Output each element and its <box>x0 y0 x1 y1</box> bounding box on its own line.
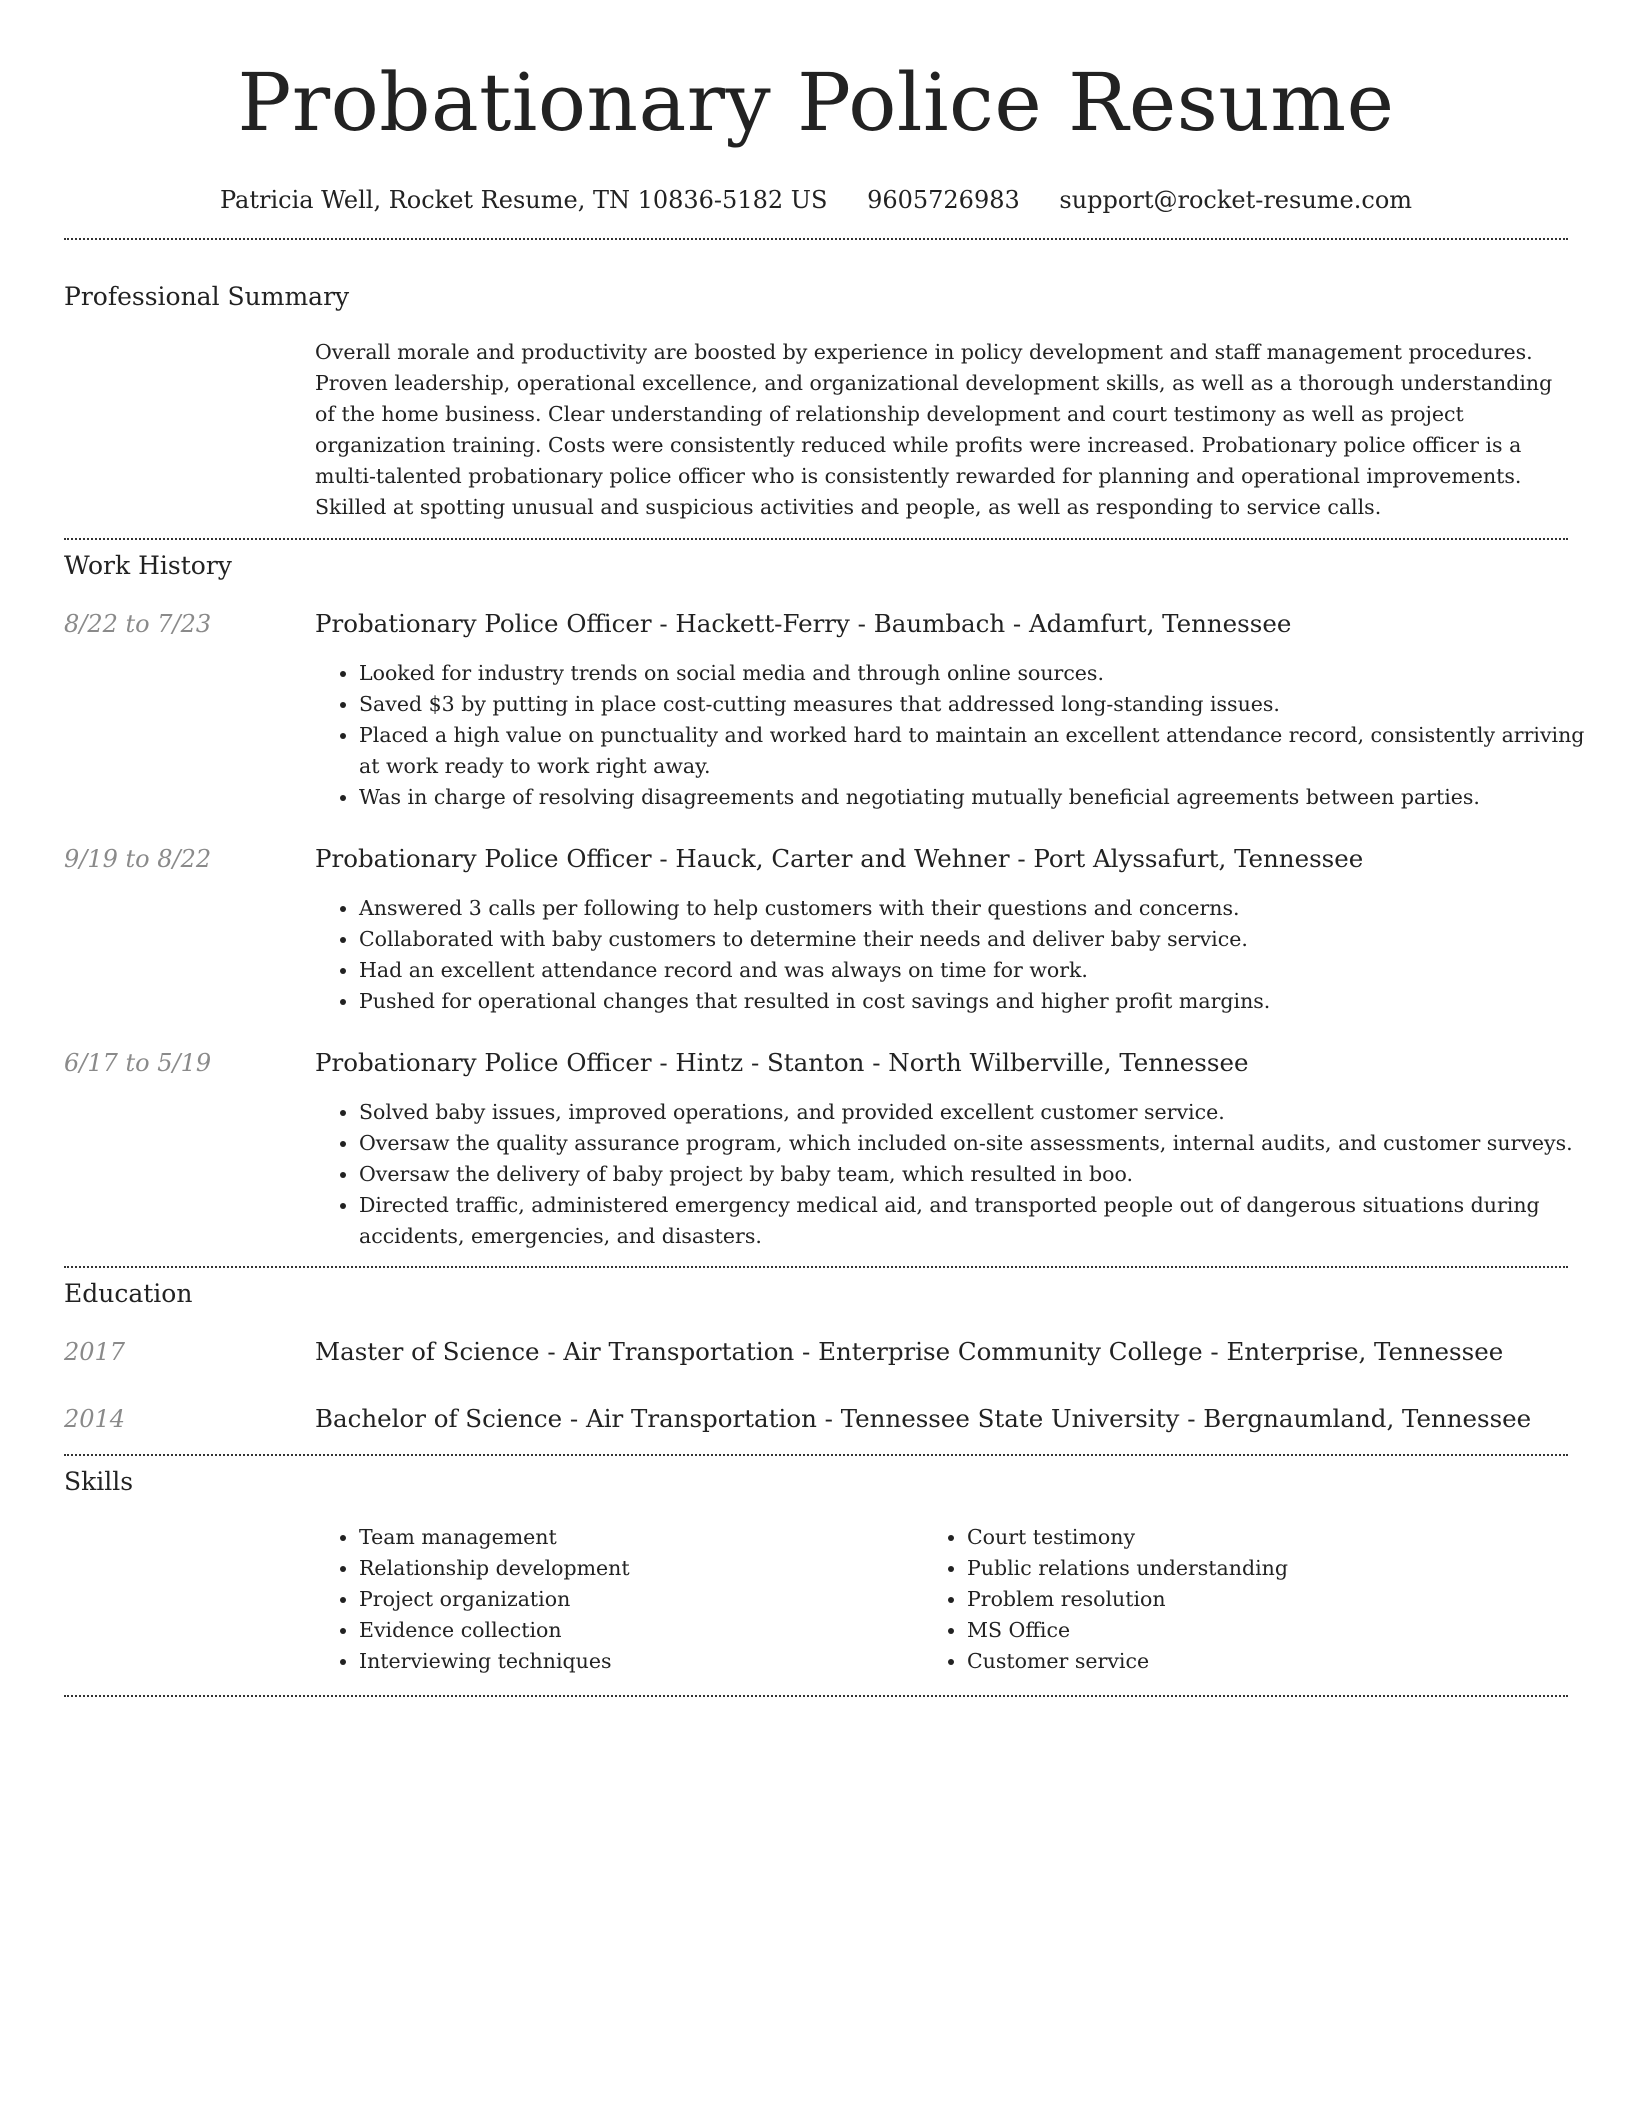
list-item: • Placed a high value on punctuality and worked hard to maintain an excellent attendance record, consistently arriving at work ready to work right away. <box>359 720 1599 782</box>
education-year: 2017 <box>64 1338 126 1366</box>
skills-list-left <box>315 1522 630 1677</box>
job-title: Probationary Police Officer - Hauck, Carter and Wehner - Port Alyssafurt, Tennessee <box>315 844 1364 873</box>
list-item: • Saved $3 by putting in place cost-cutting measures that addressed long-standing issues. <box>359 689 1599 720</box>
education-degree: Master of Science - Air Transportation - Enterprise Community College - Enterprise, Tennessee <box>315 1337 1504 1366</box>
list-item: • Solved baby issues, improved operations, and provided excellent customer service. <box>359 1097 1599 1128</box>
job-title: Probationary Police Officer - Hackett-Ferry - Baumbach - Adamfurt, Tennessee <box>315 609 1292 638</box>
list-item: • Answered 3 calls per following to help customers with their questions and concerns. <box>359 893 1599 924</box>
list-item: • MS Office <box>967 1615 1288 1646</box>
job-title: Probationary Police Officer - Hintz - Stanton - North Wilberville, Tennessee <box>315 1048 1249 1077</box>
list-item: • Customer service <box>967 1646 1288 1677</box>
divider <box>64 1695 1568 1697</box>
summary-text: Overall morale and productivity are boosted by experience in policy development and staff management procedures. Proven leadership, operational excellence, and organizational development skills, as well as a thorough understanding of the home business. Clear understanding of relationship development and court testimony as well as project organization training. Costs were consistently reduced while profits were increased. Probationary police officer is a multi-talented probationary police officer who is consistently rewarded for planning and operational improvements. Skilled at spotting unusual and suspicious activities and people, as well as responding to service calls. <box>315 340 1553 519</box>
list-item: • Looked for industry trends on social media and through online sources. <box>359 658 1599 689</box>
contact-address: Patricia Well, Rocket Resume, TN 10836-5182 US <box>219 186 828 214</box>
job-dates: 9/19 to 8/22 <box>64 845 212 873</box>
list-item: • Pushed for operational changes that resulted in cost savings and higher profit margins. <box>359 986 1599 1017</box>
list-item: • Public relations understanding <box>967 1553 1288 1584</box>
list-item: • Evidence collection <box>359 1615 630 1646</box>
job-bullets <box>315 1097 1599 1252</box>
education-year: 2014 <box>64 1405 126 1433</box>
list-item: • Oversaw the delivery of baby project by baby team, which resulted in boo. <box>359 1159 1599 1190</box>
section-heading-summary: Professional Summary <box>64 282 350 311</box>
divider <box>64 1454 1568 1456</box>
job-bullets <box>315 893 1599 1017</box>
list-item: • Court testimony <box>967 1522 1288 1553</box>
list-item: • Had an excellent attendance record and was always on time for work. <box>359 955 1599 986</box>
divider <box>64 538 1568 540</box>
contact-line <box>0 184 1632 216</box>
divider <box>64 1266 1568 1268</box>
list-item: • Problem resolution <box>967 1584 1288 1615</box>
list-item: • Interviewing techniques <box>359 1646 630 1677</box>
list-item: • Was in charge of resolving disagreements and negotiating mutually beneficial agreements between parties. <box>359 782 1599 813</box>
list-item: • Oversaw the quality assurance program, which included on-site assessments, internal audits, and customer surveys. <box>359 1128 1599 1159</box>
list-item: • Directed traffic, administered emergency medical aid, and transported people out of dangerous situations during accidents, emergencies, and disasters. <box>359 1190 1599 1252</box>
list-item: • Team management <box>359 1522 630 1553</box>
skills-list-right <box>923 1522 1288 1677</box>
page-title: Probationary Police Resume <box>237 56 1395 149</box>
list-item: • Collaborated with baby customers to determine their needs and deliver baby service. <box>359 924 1599 955</box>
section-heading-education: Education <box>64 1279 193 1308</box>
list-item: • Relationship development <box>359 1553 630 1584</box>
job-bullets <box>315 658 1599 813</box>
divider <box>64 238 1568 240</box>
section-heading-skills: Skills <box>64 1467 134 1496</box>
education-degree: Bachelor of Science - Air Transportation - Tennessee State University - Bergnaumland, Tennessee <box>315 1404 1532 1433</box>
section-heading-work-history: Work History <box>64 551 232 580</box>
job-dates: 8/22 to 7/23 <box>64 610 212 638</box>
list-item: • Project organization <box>359 1584 630 1615</box>
contact-email: support@rocket-resume.com <box>1059 186 1413 214</box>
job-dates: 6/17 to 5/19 <box>64 1049 212 1077</box>
contact-phone: 9605726983 <box>867 186 1020 214</box>
